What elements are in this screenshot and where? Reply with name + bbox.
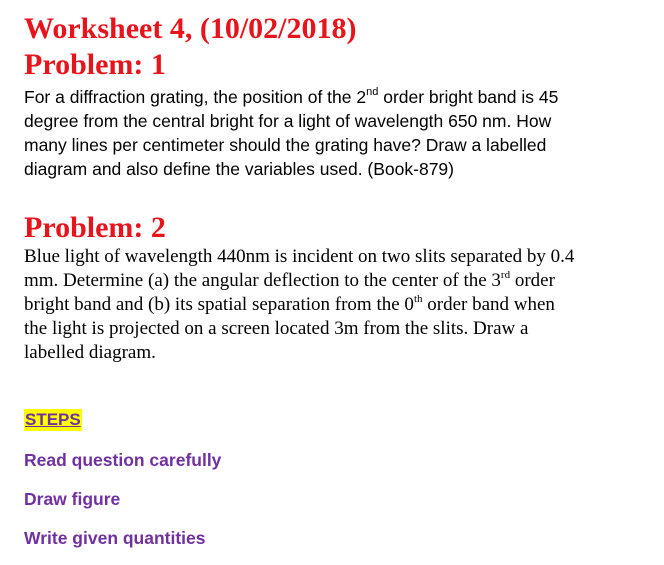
problem-2-line: bright band and (b) its spatial separation from the 0th order band when	[24, 292, 555, 315]
problem-2-line: Blue light of wavelength 440nm is incident on two slits separated by 0.4	[24, 246, 575, 267]
problem-1-line: For a diffraction grating, the position of the 2nd order bright band is 45	[24, 86, 559, 107]
ordinal-superscript: th	[413, 292, 423, 305]
problem-2-heading: Problem: 2	[24, 211, 166, 244]
problem-1-text	[24, 85, 654, 181]
problem-1-line: many lines per centimeter should the grating have? Draw a labelled	[24, 135, 547, 155]
step-item: Draw figure	[24, 489, 121, 509]
steps-label: STEPS	[25, 410, 81, 429]
step-item: Read question carefully	[24, 450, 222, 470]
problem-2-line: the light is projected on a screen located 3m from the slits. Draw a	[24, 318, 529, 339]
worksheet-title: Worksheet 4, (10/02/2018)	[24, 12, 357, 45]
problem-2-line: labelled diagram.	[24, 342, 156, 363]
problem-2-line: mm. Determine (a) the angular deflection to the center of the 3rd order	[24, 268, 555, 291]
problem-1-line: diagram and also define the variables used. (Book-879)	[24, 159, 454, 179]
problem-1-line: degree from the central bright for a light of wavelength 650 nm. How	[24, 111, 552, 131]
problem-2-text	[24, 245, 654, 365]
step-item: Write given quantities	[24, 528, 206, 548]
problem-1-heading: Problem: 1	[24, 48, 166, 81]
ordinal-superscript: nd	[366, 86, 379, 99]
ordinal-superscript: rd	[500, 268, 511, 281]
